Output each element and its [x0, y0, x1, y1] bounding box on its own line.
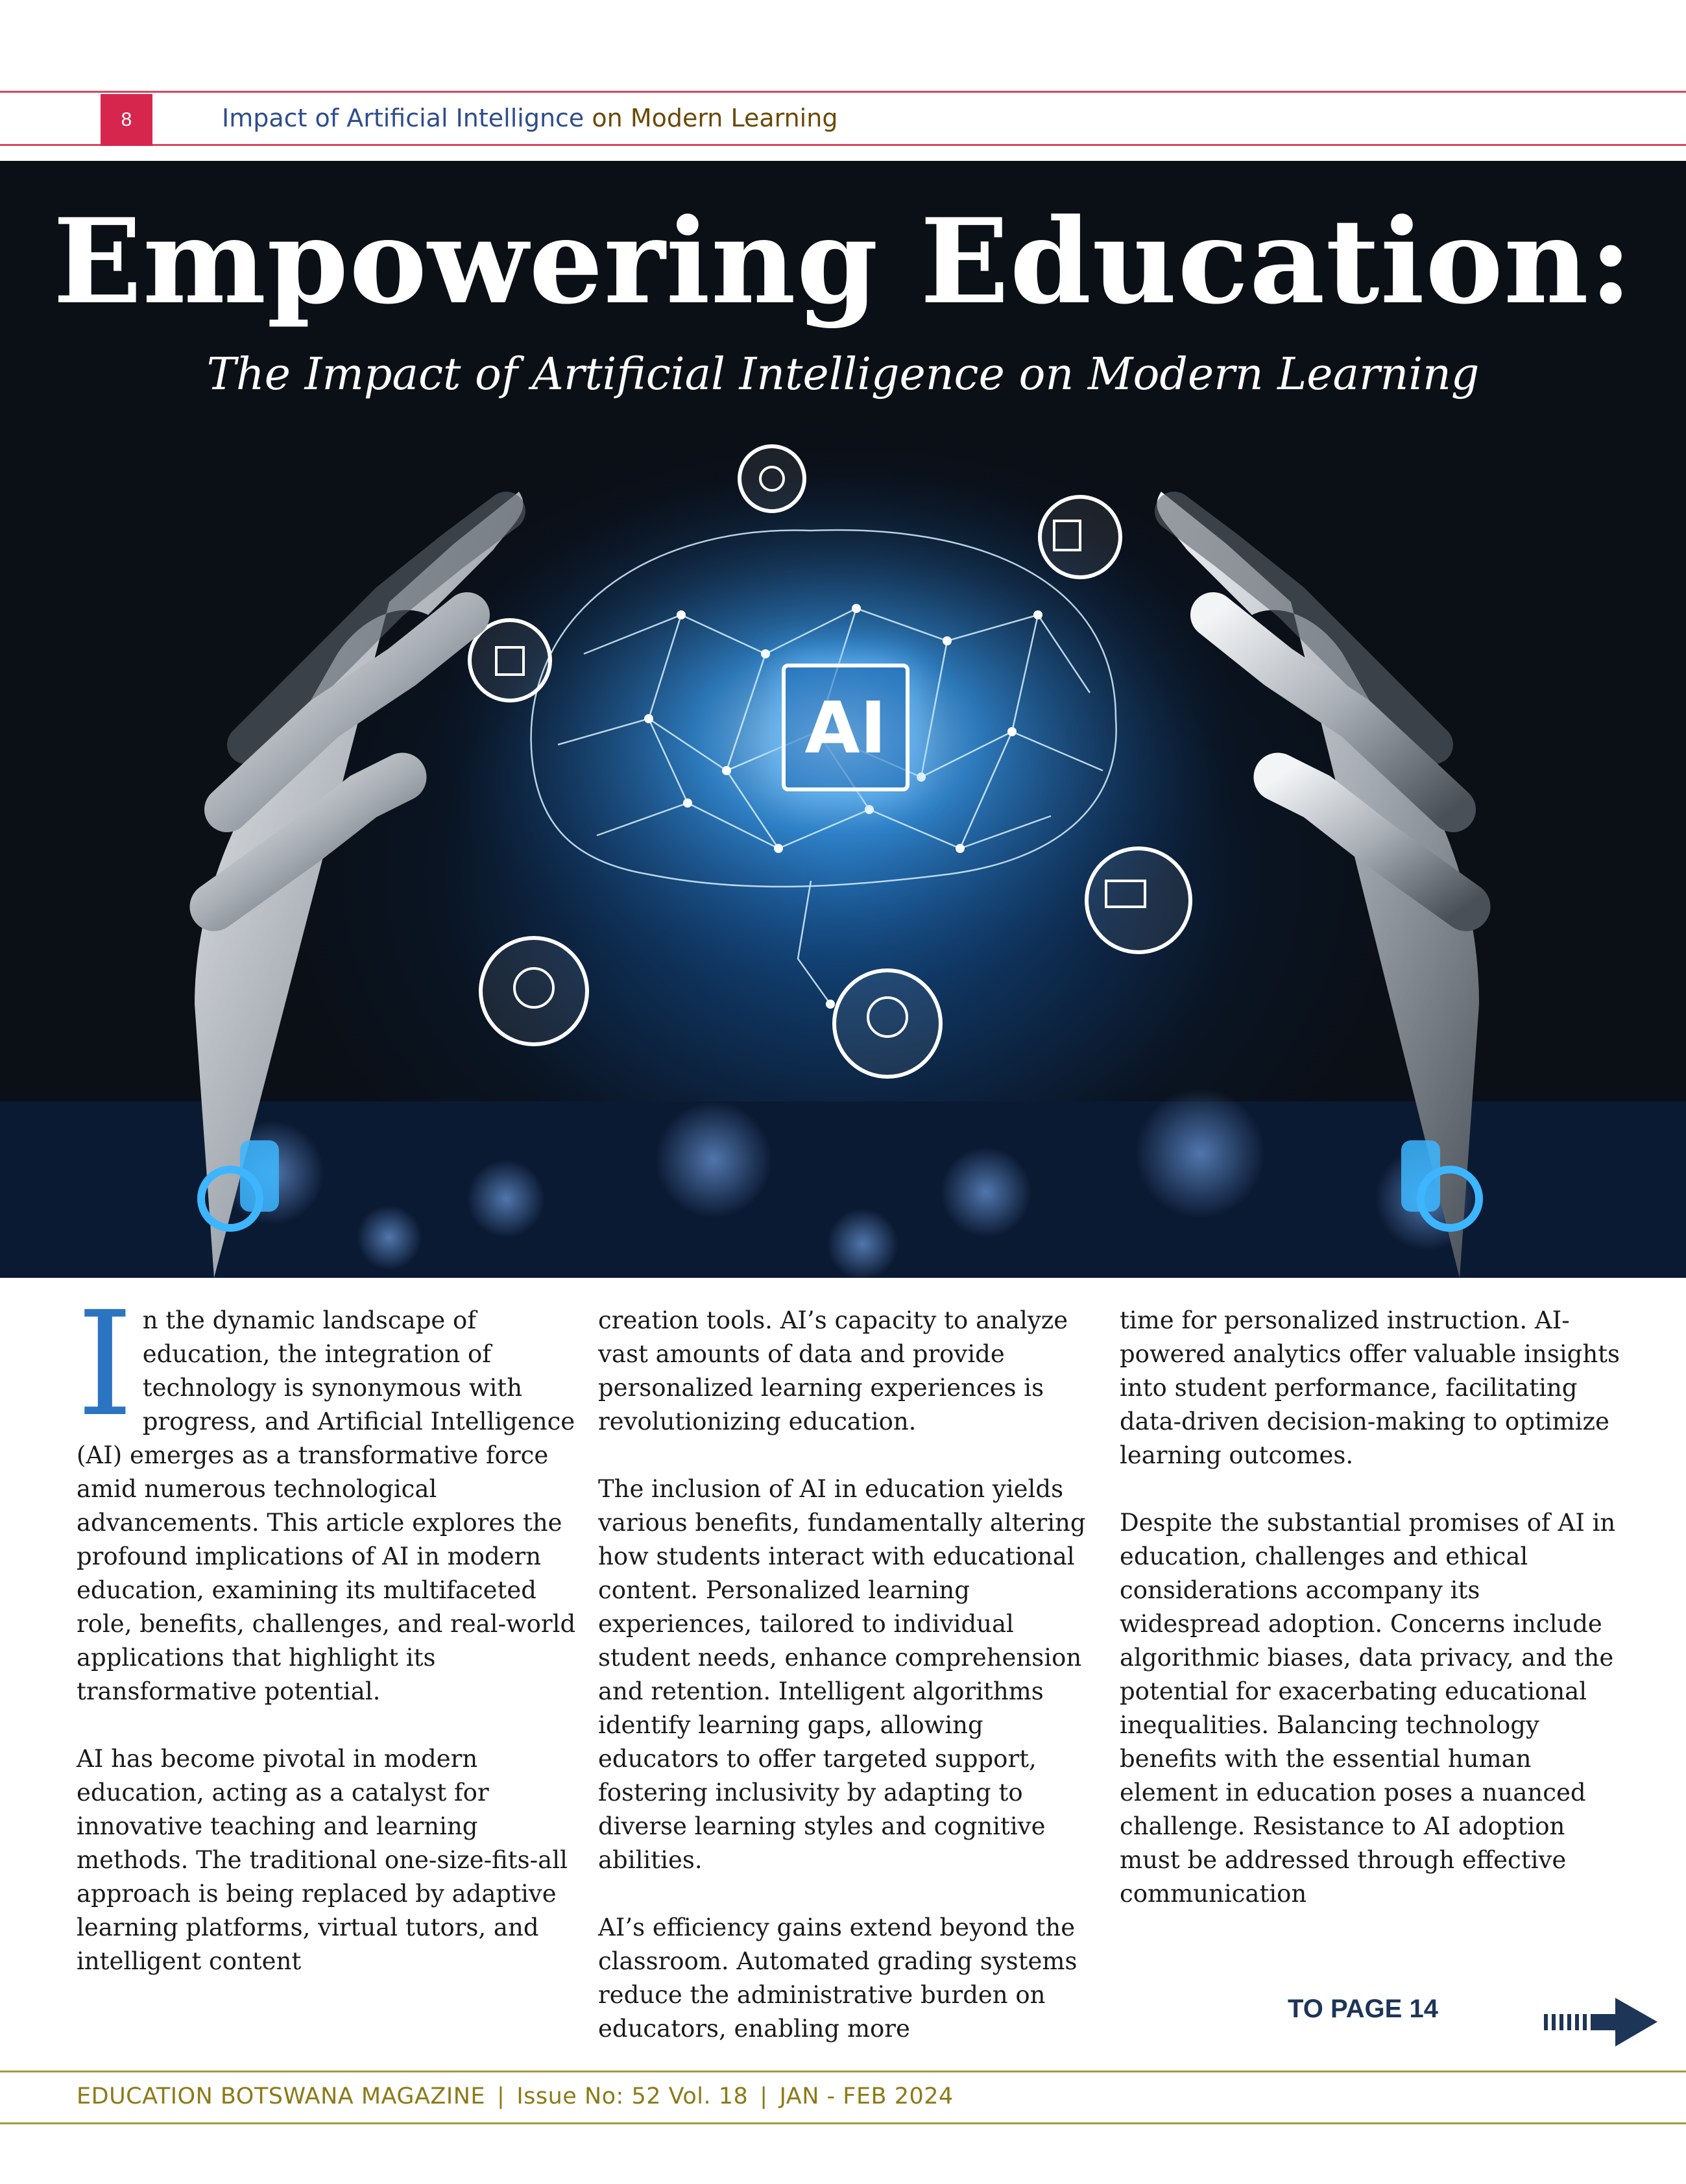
footer-issue: Issue No: 52 Vol. 18 [516, 2083, 749, 2109]
article-column-3 [1120, 1304, 1626, 1911]
article-title: Empowering Education: [53, 193, 1633, 330]
paragraph: The inclusion of AI in education yields various benefits, fundamentally altering how students interact with educational content. Personalized learning experiences, tailored to individual student needs, enhance comprehension and retention. Intelligent algorithms identify learning gaps, allowing educators to offer targeted support, fostering inclusivity by adapting to diverse learning styles and cognitive abilities. [598, 1475, 1086, 1874]
continued-link[interactable]: TO PAGE 14 [1288, 1995, 1438, 2023]
paragraph-text: n the dynamic landscape of education, the integration of technology is synonymous with progress, and Artificial Intelligence (AI) emerges as a transformative force amid numerous technological advancements. This article explores the profound implications of AI in modern education, examining its multifaceted role, benefits, challenges, and real-world applications that highlight its transformative potential. [77, 1306, 576, 1705]
footer-bottom-rule [0, 2122, 1686, 2124]
paragraph: AI’s efficiency gains extend beyond the classroom. Automated grading systems reduce the administrative burden on educators, enabling more [598, 1914, 1078, 2043]
paragraph: AI has become pivotal in modern education, acting as a catalyst for innovative teaching and learning methods. The traditional one-size-fits-all approach is being replaced by adaptive learning platforms, virtual tutors, and intelligent content [77, 1745, 568, 1975]
running-title-part1: Impact of Artificial Intellignce [222, 104, 584, 132]
continue-arrow-icon[interactable] [1544, 1998, 1657, 2046]
footer-top-rule [0, 2070, 1686, 2072]
footer-magazine: EDUCATION BOTSWANA MAGAZINE [77, 2083, 486, 2109]
article-column-1 [77, 1281, 583, 1978]
header-top-rule [0, 91, 1686, 93]
header-bottom-rule [0, 144, 1686, 146]
ai-badge: AI [782, 664, 909, 791]
globe-network-icon [834, 970, 941, 1077]
paragraph: Despite the substantial promises of AI in education, challenges and ethical considerations accompany its widespread adoption. Concerns include algorithmic biases, data privacy, and the potential for exacerbating educational inequalities. Balancing technology benefits with the essential human element in education poses a nuanced challenge. Resistance to AI adoption must be addressed through effective communication [1120, 1509, 1616, 1908]
article-subtitle: The Impact of Artificial Intelligence on Modern Learning [206, 349, 1480, 400]
paragraph: time for personalized instruction. AI-powered analytics offer valuable insights into student performance, facilitating data-driven decision-making to optimize learning outcomes. [1120, 1306, 1620, 1469]
hero-image [0, 161, 1686, 1278]
drop-cap: I [77, 1281, 134, 1448]
footer: EDUCATION BOTSWANA MAGAZINE | Issue No: 52 Vol. 18 | JAN - FEB 2024 [77, 2083, 954, 2109]
footer-date: JAN - FEB 2024 [779, 2083, 954, 2109]
head-gears-icon [481, 938, 587, 1044]
article-column-2 [598, 1304, 1104, 2046]
page-number: 8 [101, 94, 152, 146]
devices-icon [1087, 848, 1190, 952]
running-title [222, 104, 837, 132]
gears-bulb-icon [740, 446, 804, 511]
paragraph [77, 1281, 583, 1709]
running-title-part2: on Modern Learning [592, 104, 838, 132]
paragraph: creation tools. AI’s capacity to analyze vast amounts of data and provide personalized learning experiences is revolutionizing education. [598, 1306, 1068, 1435]
